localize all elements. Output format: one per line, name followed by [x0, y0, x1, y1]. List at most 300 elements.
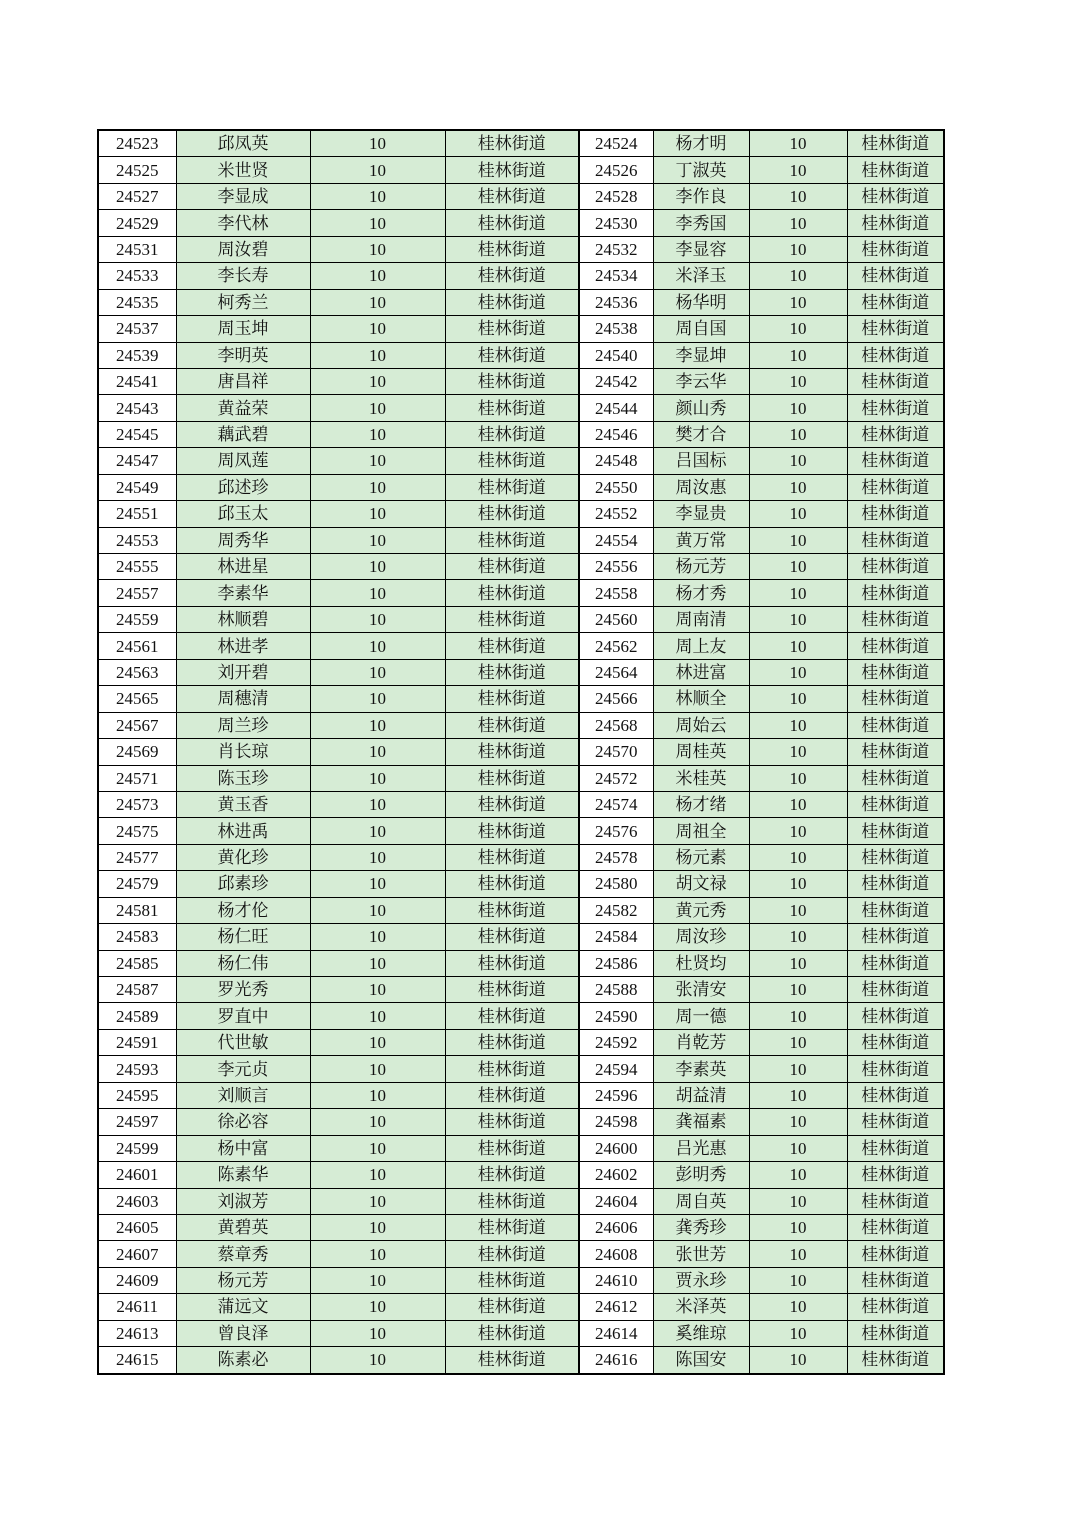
record-id-cell: 24616 — [579, 1347, 653, 1374]
amount-cell: 10 — [310, 1320, 445, 1346]
table-row — [98, 1135, 944, 1161]
amount-cell: 10 — [749, 686, 847, 712]
street-name-cell: 桂林街道 — [445, 421, 579, 447]
amount-cell: 10 — [749, 1347, 847, 1374]
street-name-cell: 桂林街道 — [847, 712, 944, 738]
person-name-cell: 刘淑芳 — [176, 1188, 310, 1214]
amount-cell: 10 — [749, 448, 847, 474]
person-name-cell: 陈玉珍 — [176, 765, 310, 791]
person-name-cell: 李显贵 — [653, 501, 749, 527]
street-name-cell: 桂林街道 — [445, 977, 579, 1003]
record-id-cell: 24546 — [579, 421, 653, 447]
record-id-cell: 24586 — [579, 950, 653, 976]
street-name-cell: 桂林街道 — [445, 1267, 579, 1293]
record-id-cell: 24553 — [98, 527, 176, 553]
record-id-cell: 24529 — [98, 210, 176, 236]
record-id-cell: 24572 — [579, 765, 653, 791]
person-name-cell: 周穗清 — [176, 686, 310, 712]
street-name-cell: 桂林街道 — [445, 1029, 579, 1055]
street-name-cell: 桂林街道 — [445, 686, 579, 712]
table-row — [98, 844, 944, 870]
amount-cell: 10 — [310, 791, 445, 817]
table-row — [98, 368, 944, 394]
person-name-cell: 周玉坤 — [176, 316, 310, 342]
record-id-cell: 24547 — [98, 448, 176, 474]
record-id-cell: 24561 — [98, 633, 176, 659]
street-name-cell: 桂林街道 — [847, 474, 944, 500]
person-name-cell: 杨元芳 — [176, 1267, 310, 1293]
person-name-cell: 蔡章秀 — [176, 1241, 310, 1267]
person-name-cell: 杨才秀 — [653, 580, 749, 606]
table-row — [98, 897, 944, 923]
street-name-cell: 桂林街道 — [445, 844, 579, 870]
street-name-cell: 桂林街道 — [847, 580, 944, 606]
street-name-cell: 桂林街道 — [847, 686, 944, 712]
table-row — [98, 157, 944, 183]
amount-cell: 10 — [310, 1003, 445, 1029]
amount-cell: 10 — [749, 765, 847, 791]
record-id-cell: 24609 — [98, 1267, 176, 1293]
record-id-cell: 24576 — [579, 818, 653, 844]
amount-cell: 10 — [310, 1082, 445, 1108]
person-name-cell: 黄元秀 — [653, 897, 749, 923]
amount-cell: 10 — [749, 1082, 847, 1108]
person-name-cell: 周上友 — [653, 633, 749, 659]
amount-cell: 10 — [749, 183, 847, 209]
person-name-cell: 刘开碧 — [176, 659, 310, 685]
table-row — [98, 527, 944, 553]
person-name-cell: 周兰珍 — [176, 712, 310, 738]
amount-cell: 10 — [749, 368, 847, 394]
person-name-cell: 黄益荣 — [176, 395, 310, 421]
person-name-cell: 米世贤 — [176, 157, 310, 183]
amount-cell: 10 — [310, 606, 445, 632]
person-name-cell: 贾永珍 — [653, 1267, 749, 1293]
person-name-cell: 周秀华 — [176, 527, 310, 553]
record-id-cell: 24592 — [579, 1029, 653, 1055]
person-name-cell: 黄碧英 — [176, 1214, 310, 1240]
person-name-cell: 吕光惠 — [653, 1135, 749, 1161]
person-name-cell: 周自国 — [653, 316, 749, 342]
amount-cell: 10 — [310, 289, 445, 315]
amount-cell: 10 — [749, 289, 847, 315]
record-id-cell: 24554 — [579, 527, 653, 553]
table-row — [98, 289, 944, 315]
amount-cell: 10 — [749, 1029, 847, 1055]
street-name-cell: 桂林街道 — [847, 739, 944, 765]
person-name-cell: 杨才明 — [653, 130, 749, 157]
street-name-cell: 桂林街道 — [847, 659, 944, 685]
street-name-cell: 桂林街道 — [847, 844, 944, 870]
person-name-cell: 黄玉香 — [176, 791, 310, 817]
street-name-cell: 桂林街道 — [445, 659, 579, 685]
person-name-cell: 樊才合 — [653, 421, 749, 447]
amount-cell: 10 — [749, 633, 847, 659]
street-name-cell: 桂林街道 — [847, 1003, 944, 1029]
person-name-cell: 李显成 — [176, 183, 310, 209]
record-id-cell: 24595 — [98, 1082, 176, 1108]
amount-cell: 10 — [310, 844, 445, 870]
person-name-cell: 杨元素 — [653, 844, 749, 870]
table-row — [98, 236, 944, 262]
amount-cell: 10 — [310, 977, 445, 1003]
person-name-cell: 彭明秀 — [653, 1162, 749, 1188]
amount-cell: 10 — [310, 501, 445, 527]
amount-cell: 10 — [749, 1241, 847, 1267]
amount-cell: 10 — [310, 1135, 445, 1161]
amount-cell: 10 — [310, 527, 445, 553]
person-name-cell: 龚福素 — [653, 1109, 749, 1135]
person-name-cell: 杨才绪 — [653, 791, 749, 817]
amount-cell: 10 — [749, 236, 847, 262]
street-name-cell: 桂林街道 — [445, 395, 579, 421]
amount-cell: 10 — [310, 263, 445, 289]
record-id-cell: 24552 — [579, 501, 653, 527]
amount-cell: 10 — [749, 712, 847, 738]
amount-cell: 10 — [749, 1267, 847, 1293]
records-table — [97, 129, 945, 1375]
street-name-cell: 桂林街道 — [847, 1267, 944, 1293]
street-name-cell: 桂林街道 — [445, 342, 579, 368]
table-row — [98, 1267, 944, 1293]
person-name-cell: 黄化珍 — [176, 844, 310, 870]
street-name-cell: 桂林街道 — [847, 791, 944, 817]
amount-cell: 10 — [749, 316, 847, 342]
person-name-cell: 米泽英 — [653, 1294, 749, 1320]
table-row — [98, 1320, 944, 1346]
person-name-cell: 罗直中 — [176, 1003, 310, 1029]
table-row — [98, 130, 944, 157]
record-id-cell: 24583 — [98, 924, 176, 950]
record-id-cell: 24593 — [98, 1056, 176, 1082]
street-name-cell: 桂林街道 — [847, 897, 944, 923]
record-id-cell: 24579 — [98, 871, 176, 897]
person-name-cell: 曾良泽 — [176, 1320, 310, 1346]
record-id-cell: 24533 — [98, 263, 176, 289]
person-name-cell: 唐昌祥 — [176, 368, 310, 394]
table-row — [98, 316, 944, 342]
amount-cell: 10 — [310, 448, 445, 474]
table-row — [98, 659, 944, 685]
record-id-cell: 24536 — [579, 289, 653, 315]
amount-cell: 10 — [310, 1162, 445, 1188]
table-row — [98, 818, 944, 844]
street-name-cell: 桂林街道 — [445, 183, 579, 209]
person-name-cell: 陈素华 — [176, 1162, 310, 1188]
street-name-cell: 桂林街道 — [445, 1135, 579, 1161]
street-name-cell: 桂林街道 — [847, 1029, 944, 1055]
amount-cell: 10 — [310, 130, 445, 157]
street-name-cell: 桂林街道 — [847, 1241, 944, 1267]
amount-cell: 10 — [310, 421, 445, 447]
street-name-cell: 桂林街道 — [445, 924, 579, 950]
amount-cell: 10 — [749, 739, 847, 765]
record-id-cell: 24527 — [98, 183, 176, 209]
person-name-cell: 周祖全 — [653, 818, 749, 844]
record-id-cell: 24588 — [579, 977, 653, 1003]
amount-cell: 10 — [749, 554, 847, 580]
record-id-cell: 24585 — [98, 950, 176, 976]
table-row — [98, 686, 944, 712]
amount-cell: 10 — [310, 659, 445, 685]
table-row — [98, 712, 944, 738]
person-name-cell: 李长寿 — [176, 263, 310, 289]
street-name-cell: 桂林街道 — [847, 527, 944, 553]
record-id-cell: 24570 — [579, 739, 653, 765]
person-name-cell: 周始云 — [653, 712, 749, 738]
amount-cell: 10 — [749, 263, 847, 289]
person-name-cell: 周桂英 — [653, 739, 749, 765]
record-id-cell: 24608 — [579, 1241, 653, 1267]
table-row — [98, 183, 944, 209]
record-id-cell: 24539 — [98, 342, 176, 368]
record-id-cell: 24613 — [98, 1320, 176, 1346]
record-id-cell: 24594 — [579, 1056, 653, 1082]
amount-cell: 10 — [310, 395, 445, 421]
person-name-cell: 胡益清 — [653, 1082, 749, 1108]
street-name-cell: 桂林街道 — [847, 183, 944, 209]
record-id-cell: 24565 — [98, 686, 176, 712]
person-name-cell: 胡文禄 — [653, 871, 749, 897]
street-name-cell: 桂林街道 — [445, 501, 579, 527]
record-id-cell: 24603 — [98, 1188, 176, 1214]
amount-cell: 10 — [749, 157, 847, 183]
amount-cell: 10 — [749, 501, 847, 527]
table-row — [98, 1214, 944, 1240]
table-row — [98, 1294, 944, 1320]
person-name-cell: 肖长琼 — [176, 739, 310, 765]
record-id-cell: 24580 — [579, 871, 653, 897]
record-id-cell: 24596 — [579, 1082, 653, 1108]
person-name-cell: 柯秀兰 — [176, 289, 310, 315]
amount-cell: 10 — [749, 210, 847, 236]
amount-cell: 10 — [310, 580, 445, 606]
amount-cell: 10 — [310, 554, 445, 580]
record-id-cell: 24537 — [98, 316, 176, 342]
street-name-cell: 桂林街道 — [445, 897, 579, 923]
person-name-cell: 林顺全 — [653, 686, 749, 712]
table-row — [98, 1162, 944, 1188]
person-name-cell: 杨仁旺 — [176, 924, 310, 950]
street-name-cell: 桂林街道 — [847, 236, 944, 262]
record-id-cell: 24605 — [98, 1214, 176, 1240]
street-name-cell: 桂林街道 — [847, 1347, 944, 1374]
street-name-cell: 桂林街道 — [847, 633, 944, 659]
record-id-cell: 24559 — [98, 606, 176, 632]
street-name-cell: 桂林街道 — [847, 157, 944, 183]
record-id-cell: 24602 — [579, 1162, 653, 1188]
street-name-cell: 桂林街道 — [445, 289, 579, 315]
street-name-cell: 桂林街道 — [847, 871, 944, 897]
record-id-cell: 24611 — [98, 1294, 176, 1320]
street-name-cell: 桂林街道 — [445, 871, 579, 897]
table-row — [98, 1241, 944, 1267]
record-id-cell: 24600 — [579, 1135, 653, 1161]
person-name-cell: 蒲远文 — [176, 1294, 310, 1320]
amount-cell: 10 — [749, 791, 847, 817]
table-row — [98, 342, 944, 368]
record-id-cell: 24590 — [579, 1003, 653, 1029]
amount-cell: 10 — [749, 924, 847, 950]
street-name-cell: 桂林街道 — [445, 580, 579, 606]
record-id-cell: 24604 — [579, 1188, 653, 1214]
amount-cell: 10 — [749, 659, 847, 685]
person-name-cell: 杨中富 — [176, 1135, 310, 1161]
record-id-cell: 24612 — [579, 1294, 653, 1320]
record-id-cell: 24601 — [98, 1162, 176, 1188]
person-name-cell: 奚维琼 — [653, 1320, 749, 1346]
record-id-cell: 24560 — [579, 606, 653, 632]
street-name-cell: 桂林街道 — [847, 1082, 944, 1108]
record-id-cell: 24548 — [579, 448, 653, 474]
amount-cell: 10 — [310, 633, 445, 659]
record-id-cell: 24582 — [579, 897, 653, 923]
record-id-cell: 24614 — [579, 1320, 653, 1346]
table-row — [98, 1188, 944, 1214]
street-name-cell: 桂林街道 — [847, 130, 944, 157]
person-name-cell: 周汝珍 — [653, 924, 749, 950]
table-row — [98, 474, 944, 500]
street-name-cell: 桂林街道 — [445, 130, 579, 157]
street-name-cell: 桂林街道 — [847, 1294, 944, 1320]
record-id-cell: 24607 — [98, 1241, 176, 1267]
record-id-cell: 24528 — [579, 183, 653, 209]
person-name-cell: 邱素珍 — [176, 871, 310, 897]
amount-cell: 10 — [749, 421, 847, 447]
person-name-cell: 周一德 — [653, 1003, 749, 1029]
street-name-cell: 桂林街道 — [445, 1056, 579, 1082]
street-name-cell: 桂林街道 — [445, 765, 579, 791]
street-name-cell: 桂林街道 — [445, 263, 579, 289]
street-name-cell: 桂林街道 — [445, 1320, 579, 1346]
amount-cell: 10 — [749, 1214, 847, 1240]
amount-cell: 10 — [749, 580, 847, 606]
amount-cell: 10 — [310, 1241, 445, 1267]
record-id-cell: 24615 — [98, 1347, 176, 1374]
record-id-cell: 24542 — [579, 368, 653, 394]
street-name-cell: 桂林街道 — [445, 527, 579, 553]
person-name-cell: 颜山秀 — [653, 395, 749, 421]
person-name-cell: 周汝碧 — [176, 236, 310, 262]
record-id-cell: 24544 — [579, 395, 653, 421]
amount-cell: 10 — [749, 527, 847, 553]
amount-cell: 10 — [310, 342, 445, 368]
person-name-cell: 李显坤 — [653, 342, 749, 368]
street-name-cell: 桂林街道 — [847, 342, 944, 368]
amount-cell: 10 — [310, 157, 445, 183]
person-name-cell: 李素华 — [176, 580, 310, 606]
table-row — [98, 263, 944, 289]
amount-cell: 10 — [749, 844, 847, 870]
record-id-cell: 24571 — [98, 765, 176, 791]
street-name-cell: 桂林街道 — [445, 1003, 579, 1029]
street-name-cell: 桂林街道 — [847, 316, 944, 342]
person-name-cell: 周南清 — [653, 606, 749, 632]
record-id-cell: 24526 — [579, 157, 653, 183]
table-row — [98, 421, 944, 447]
record-id-cell: 24587 — [98, 977, 176, 1003]
street-name-cell: 桂林街道 — [445, 818, 579, 844]
street-name-cell: 桂林街道 — [445, 739, 579, 765]
table-row — [98, 739, 944, 765]
person-name-cell: 李秀国 — [653, 210, 749, 236]
amount-cell: 10 — [749, 395, 847, 421]
street-name-cell: 桂林街道 — [847, 448, 944, 474]
table-row — [98, 1347, 944, 1374]
amount-cell: 10 — [310, 924, 445, 950]
street-name-cell: 桂林街道 — [445, 1162, 579, 1188]
record-id-cell: 24568 — [579, 712, 653, 738]
person-name-cell: 李明英 — [176, 342, 310, 368]
amount-cell: 10 — [310, 1109, 445, 1135]
person-name-cell: 吕国标 — [653, 448, 749, 474]
record-id-cell: 24534 — [579, 263, 653, 289]
table-row — [98, 580, 944, 606]
record-id-cell: 24523 — [98, 130, 176, 157]
table-row — [98, 924, 944, 950]
amount-cell: 10 — [749, 818, 847, 844]
record-id-cell: 24558 — [579, 580, 653, 606]
amount-cell: 10 — [310, 1188, 445, 1214]
person-name-cell: 李云华 — [653, 368, 749, 394]
person-name-cell: 黄万常 — [653, 527, 749, 553]
table-row — [98, 606, 944, 632]
table-row — [98, 633, 944, 659]
record-id-cell: 24531 — [98, 236, 176, 262]
amount-cell: 10 — [749, 897, 847, 923]
street-name-cell: 桂林街道 — [445, 1294, 579, 1320]
record-id-cell: 24567 — [98, 712, 176, 738]
record-id-cell: 24535 — [98, 289, 176, 315]
amount-cell: 10 — [310, 686, 445, 712]
person-name-cell: 杨仁伟 — [176, 950, 310, 976]
person-name-cell: 周自英 — [653, 1188, 749, 1214]
person-name-cell: 邱玉太 — [176, 501, 310, 527]
street-name-cell: 桂林街道 — [847, 501, 944, 527]
table-row — [98, 791, 944, 817]
person-name-cell: 林顺碧 — [176, 606, 310, 632]
record-id-cell: 24598 — [579, 1109, 653, 1135]
table-row — [98, 448, 944, 474]
person-name-cell: 代世敏 — [176, 1029, 310, 1055]
street-name-cell: 桂林街道 — [847, 1135, 944, 1161]
street-name-cell: 桂林街道 — [847, 1320, 944, 1346]
record-id-cell: 24597 — [98, 1109, 176, 1135]
record-id-cell: 24545 — [98, 421, 176, 447]
amount-cell: 10 — [749, 950, 847, 976]
person-name-cell: 龚秀珍 — [653, 1214, 749, 1240]
person-name-cell: 邱述珍 — [176, 474, 310, 500]
table-row — [98, 765, 944, 791]
street-name-cell: 桂林街道 — [847, 818, 944, 844]
table-row — [98, 1109, 944, 1135]
person-name-cell: 林进孝 — [176, 633, 310, 659]
amount-cell: 10 — [749, 1003, 847, 1029]
record-id-cell: 24578 — [579, 844, 653, 870]
street-name-cell: 桂林街道 — [445, 1241, 579, 1267]
amount-cell: 10 — [310, 368, 445, 394]
person-name-cell: 张清安 — [653, 977, 749, 1003]
amount-cell: 10 — [310, 712, 445, 738]
street-name-cell: 桂林街道 — [445, 157, 579, 183]
record-id-cell: 24538 — [579, 316, 653, 342]
record-id-cell: 24574 — [579, 791, 653, 817]
street-name-cell: 桂林街道 — [445, 633, 579, 659]
person-name-cell: 米桂英 — [653, 765, 749, 791]
record-id-cell: 24591 — [98, 1029, 176, 1055]
street-name-cell: 桂林街道 — [847, 1109, 944, 1135]
street-name-cell: 桂林街道 — [847, 210, 944, 236]
